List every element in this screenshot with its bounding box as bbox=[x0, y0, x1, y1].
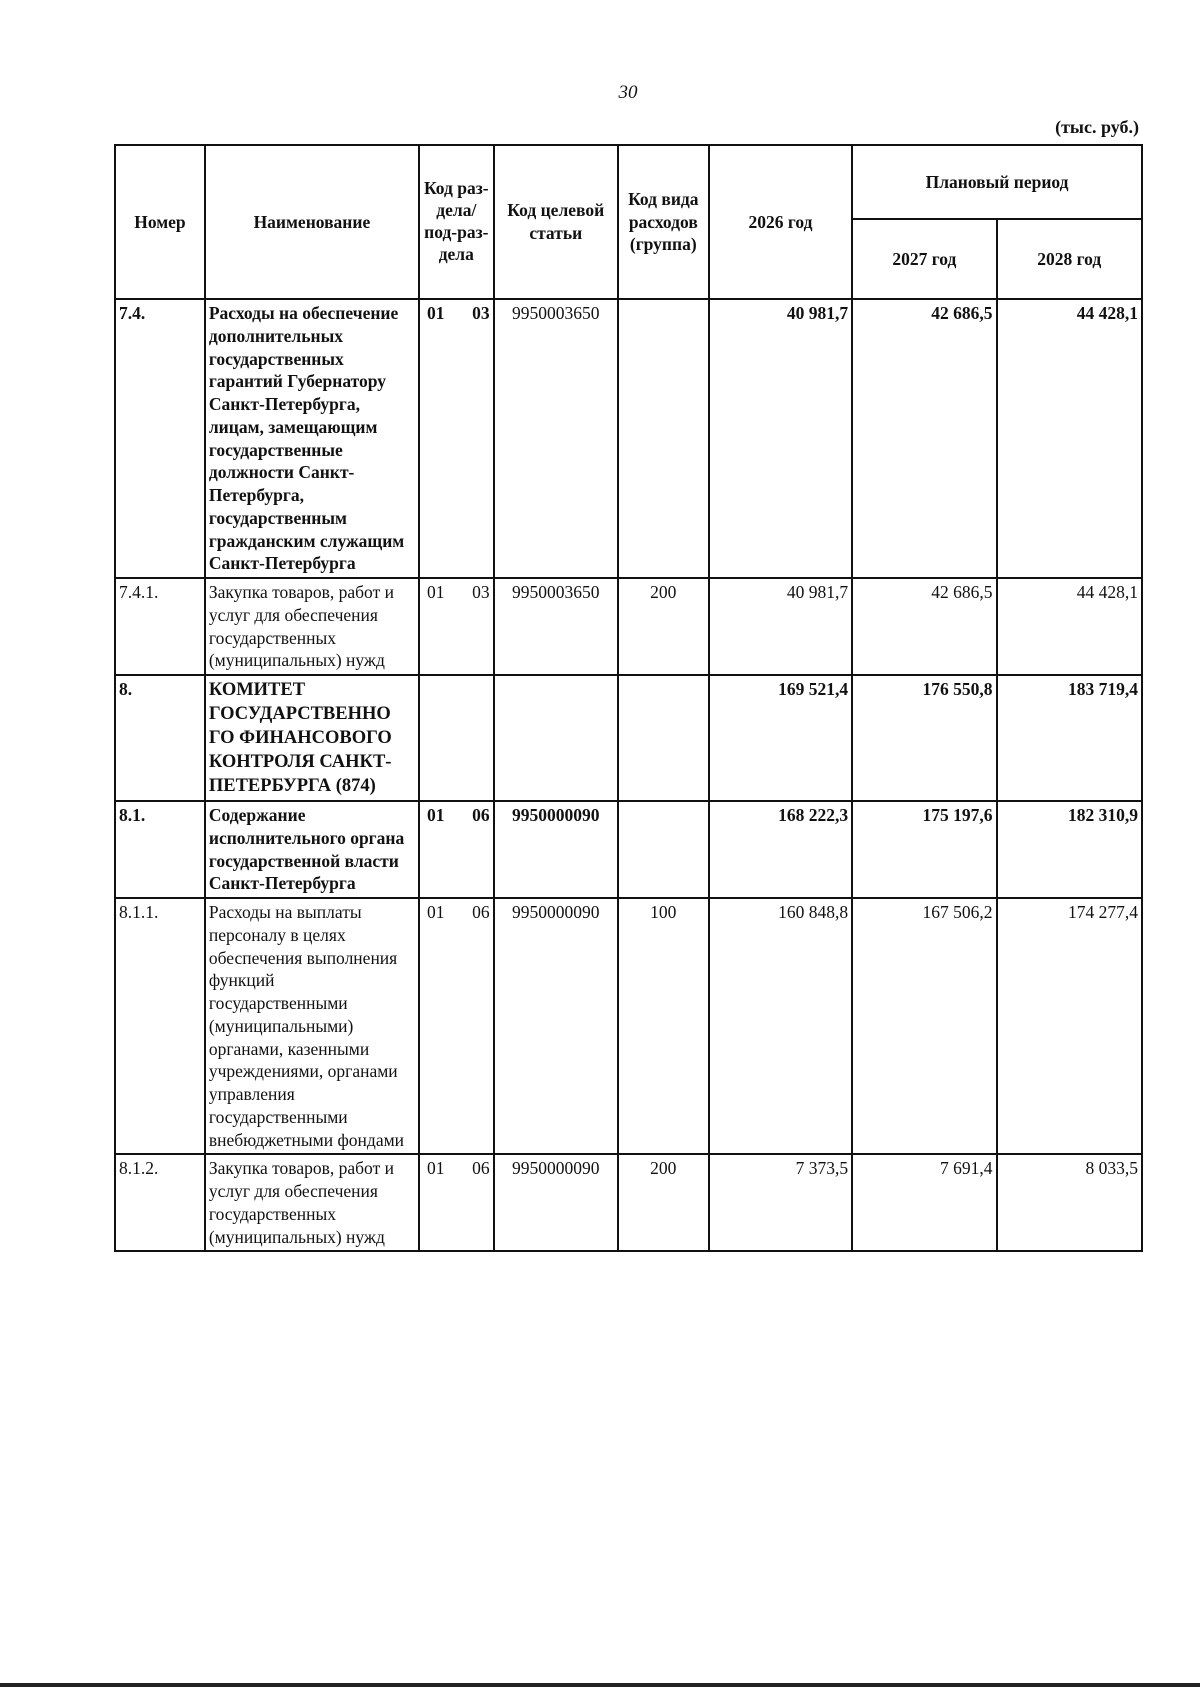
row-name: КОМИТЕТ ГОСУДАРСТВЕННО ГО ФИНАНСОВОГО КОНТРОЛЯ САНКТ-ПЕТЕРБУРГА (874) bbox=[205, 675, 419, 801]
row-value-2028: 8 033,5 bbox=[997, 1154, 1142, 1251]
row-value-2026: 160 848,8 bbox=[709, 898, 852, 1154]
budget-table bbox=[114, 144, 1143, 1252]
row-number: 8.1.1. bbox=[115, 898, 205, 1154]
row-section: 01 bbox=[426, 1158, 445, 1179]
header-name: Наименование bbox=[205, 145, 419, 299]
row-target-code: 9950000090 bbox=[494, 898, 618, 1154]
table-row bbox=[115, 898, 1142, 1154]
row-section-code bbox=[419, 1154, 494, 1251]
row-value-2028: 182 310,9 bbox=[997, 801, 1142, 898]
row-expense-kind bbox=[618, 299, 709, 578]
row-section: 01 bbox=[426, 582, 445, 602]
header-planning-period: Плановый период bbox=[852, 145, 1142, 219]
row-subsection: 03 bbox=[472, 582, 490, 602]
header-row bbox=[115, 145, 1142, 219]
row-expense-kind bbox=[618, 675, 709, 801]
row-section-code bbox=[419, 898, 494, 1154]
row-value-2026: 7 373,5 bbox=[709, 1154, 852, 1251]
row-value-2028: 44 428,1 bbox=[997, 578, 1142, 675]
row-number: 8.1.2. bbox=[115, 1154, 205, 1251]
header-target-code: Код целевой статьи bbox=[494, 145, 618, 299]
row-value-2027: 42 686,5 bbox=[852, 578, 996, 675]
row-target-code: 9950003650 bbox=[494, 578, 618, 675]
row-subsection: 06 bbox=[472, 805, 490, 826]
row-value-2027: 176 550,8 bbox=[852, 675, 996, 801]
row-section-code bbox=[419, 299, 494, 578]
row-number: 7.4. bbox=[115, 299, 205, 578]
header-year-2026: 2026 год bbox=[709, 145, 852, 299]
row-value-2026: 169 521,4 bbox=[709, 675, 852, 801]
row-value-2026: 40 981,7 bbox=[709, 578, 852, 675]
row-section-code bbox=[419, 578, 494, 675]
row-value-2027: 7 691,4 bbox=[852, 1154, 996, 1251]
row-target-code bbox=[494, 675, 618, 801]
table-row bbox=[115, 299, 1142, 578]
row-section: 01 bbox=[426, 902, 445, 923]
header-year-2027: 2027 год bbox=[852, 219, 996, 299]
scan-bottom-edge bbox=[0, 1683, 1200, 1687]
header-section-code: Код раз-дела/ под-раз-дела bbox=[419, 145, 494, 299]
row-value-2027: 42 686,5 bbox=[852, 299, 996, 578]
row-expense-kind: 100 bbox=[618, 898, 709, 1154]
row-number: 8.1. bbox=[115, 801, 205, 898]
row-target-code: 9950000090 bbox=[494, 1154, 618, 1251]
row-subsection: 03 bbox=[472, 303, 490, 323]
header-number: Номер bbox=[115, 145, 205, 299]
row-section-code bbox=[419, 801, 494, 898]
row-name: Закупка товаров, работ и услуг для обеспечения государственных (муниципальных) нужд bbox=[205, 1154, 419, 1251]
row-value-2028: 183 719,4 bbox=[997, 675, 1142, 801]
row-number: 7.4.1. bbox=[115, 578, 205, 675]
row-target-code: 9950000090 bbox=[494, 801, 618, 898]
row-value-2028: 44 428,1 bbox=[997, 299, 1142, 578]
row-value-2026: 168 222,3 bbox=[709, 801, 852, 898]
row-target-code: 9950003650 bbox=[494, 299, 618, 578]
row-name: Содержание исполнительного органа государственной власти Санкт-Петербурга bbox=[205, 801, 419, 898]
row-section-code bbox=[419, 675, 494, 801]
table-row bbox=[115, 675, 1142, 801]
row-value-2027: 167 506,2 bbox=[852, 898, 996, 1154]
row-section: 01 bbox=[426, 303, 445, 323]
row-subsection: 06 bbox=[472, 1158, 490, 1179]
header-expense-kind: Код вида расходов (группа) bbox=[618, 145, 709, 299]
units-label: (тыс. руб.) bbox=[1055, 117, 1139, 137]
row-name: Расходы на выплаты персоналу в целях обеспечения выполнения функций государственными (муниципальными) органами, казенными учреждениями, органами управления государственными внебюджетными фондами bbox=[205, 898, 419, 1154]
row-value-2027: 175 197,6 bbox=[852, 801, 996, 898]
row-expense-kind: 200 bbox=[618, 578, 709, 675]
table-row bbox=[115, 801, 1142, 898]
row-number: 8. bbox=[115, 675, 205, 801]
row-name: Закупка товаров, работ и услуг для обеспечения государственных (муниципальных) нужд bbox=[205, 578, 419, 675]
row-expense-kind: 200 bbox=[618, 1154, 709, 1251]
table-row bbox=[115, 578, 1142, 675]
row-value-2026: 40 981,7 bbox=[709, 299, 852, 578]
row-expense-kind bbox=[618, 801, 709, 898]
row-subsection: 06 bbox=[472, 902, 490, 923]
row-value-2028: 174 277,4 bbox=[997, 898, 1142, 1154]
row-name: Расходы на обеспечение дополнительных государственных гарантий Губернатору Санкт-Петербурга, лицам, замещающим государственные должности Санкт-Петербурга, государственным гражданским служащим Санкт-Петербурга bbox=[205, 299, 419, 578]
header-year-2028: 2028 год bbox=[997, 219, 1142, 299]
table-row bbox=[115, 1154, 1142, 1251]
page-number: 30 bbox=[618, 82, 638, 103]
row-section: 01 bbox=[426, 805, 445, 826]
